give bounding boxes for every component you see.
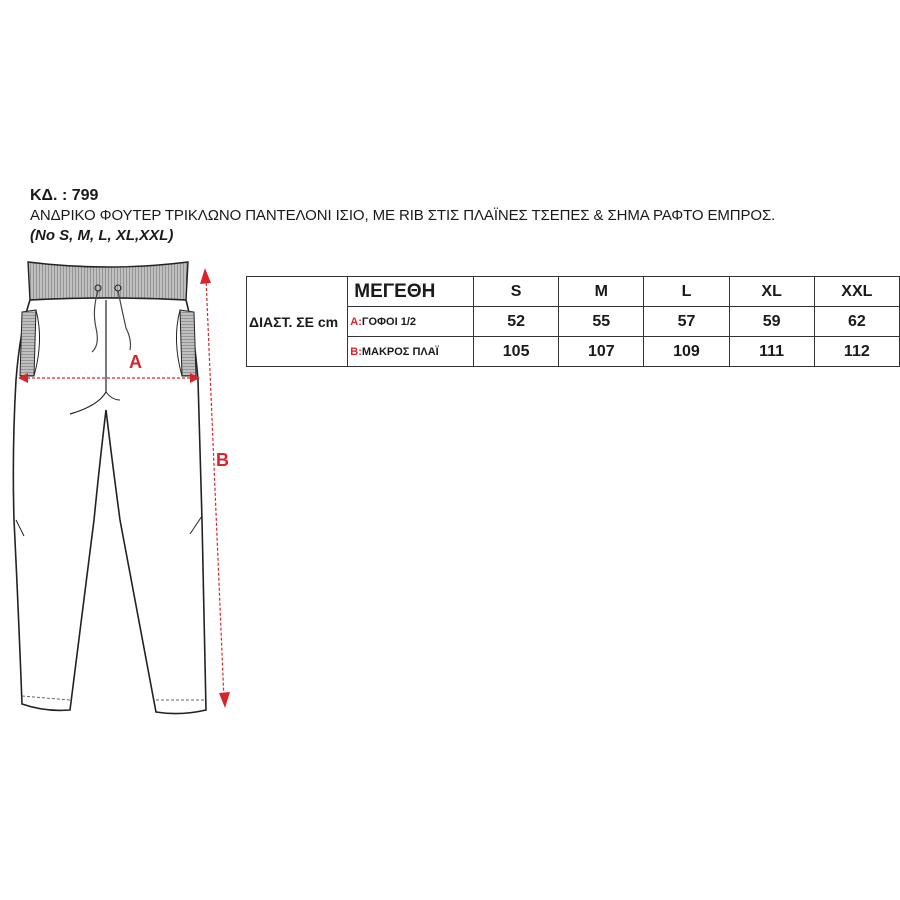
product-header xyxy=(30,186,890,246)
left-pocket-rib xyxy=(20,310,36,376)
size-chart-table xyxy=(246,276,900,367)
row-letter: B: xyxy=(350,345,362,358)
value-cell: 62 xyxy=(814,307,899,337)
row-letter: A: xyxy=(350,315,362,328)
label-a: A xyxy=(129,352,142,372)
pants-outline xyxy=(13,298,206,714)
row-name: ΓΟΦΟΙ 1/2 xyxy=(361,315,417,328)
pants-technical-drawing xyxy=(0,250,250,720)
size-xxl: XXL xyxy=(814,277,899,307)
row-label-hips xyxy=(348,307,474,337)
value-cell: 107 xyxy=(559,337,644,367)
value-cell: 59 xyxy=(729,307,814,337)
pants-drawing-svg xyxy=(0,250,250,720)
value-cell: 55 xyxy=(559,307,644,337)
size-header: ΜΕΓΕΘΗ xyxy=(348,277,474,307)
size-header-row xyxy=(247,277,900,307)
row-name: ΜΑΚΡΟΣ ΠΛΑΪ xyxy=(361,345,439,358)
label-b: B xyxy=(216,450,229,470)
product-code: ΚΔ. : 799 xyxy=(30,187,99,204)
size-l: L xyxy=(644,277,729,307)
product-description: ΑΝΔΡΙΚΟ ΦΟΥΤΕΡ ΤΡΙΚΛΩΝΟ ΠΑΝΤΕΛΟΝΙ ΙΣΙΟ, ΜΕ RIB ΣΤΙΣ ΠΛΑΪΝΕΣ ΤΣΕΠΕΣ & ΣΗΜΑ ΡΑΦΤΟ ΕΜΠΡΟΣ. xyxy=(30,207,776,224)
size-xl: XL xyxy=(729,277,814,307)
size-m: M xyxy=(559,277,644,307)
value-cell: 111 xyxy=(729,337,814,367)
right-pocket-rib xyxy=(180,310,196,376)
row-label-length xyxy=(348,337,474,367)
unit-label: ΔΙΑΣΤ. ΣΕ cm xyxy=(247,277,348,367)
value-cell: 57 xyxy=(644,307,729,337)
waistband xyxy=(28,262,188,300)
value-cell: 112 xyxy=(814,337,899,367)
value-cell: 109 xyxy=(644,337,729,367)
available-sizes: (Νο S, M, L, XL,XXL) xyxy=(30,227,174,244)
measure-b-line xyxy=(206,278,224,700)
size-s: S xyxy=(474,277,559,307)
value-cell: 105 xyxy=(474,337,559,367)
value-cell: 52 xyxy=(474,307,559,337)
